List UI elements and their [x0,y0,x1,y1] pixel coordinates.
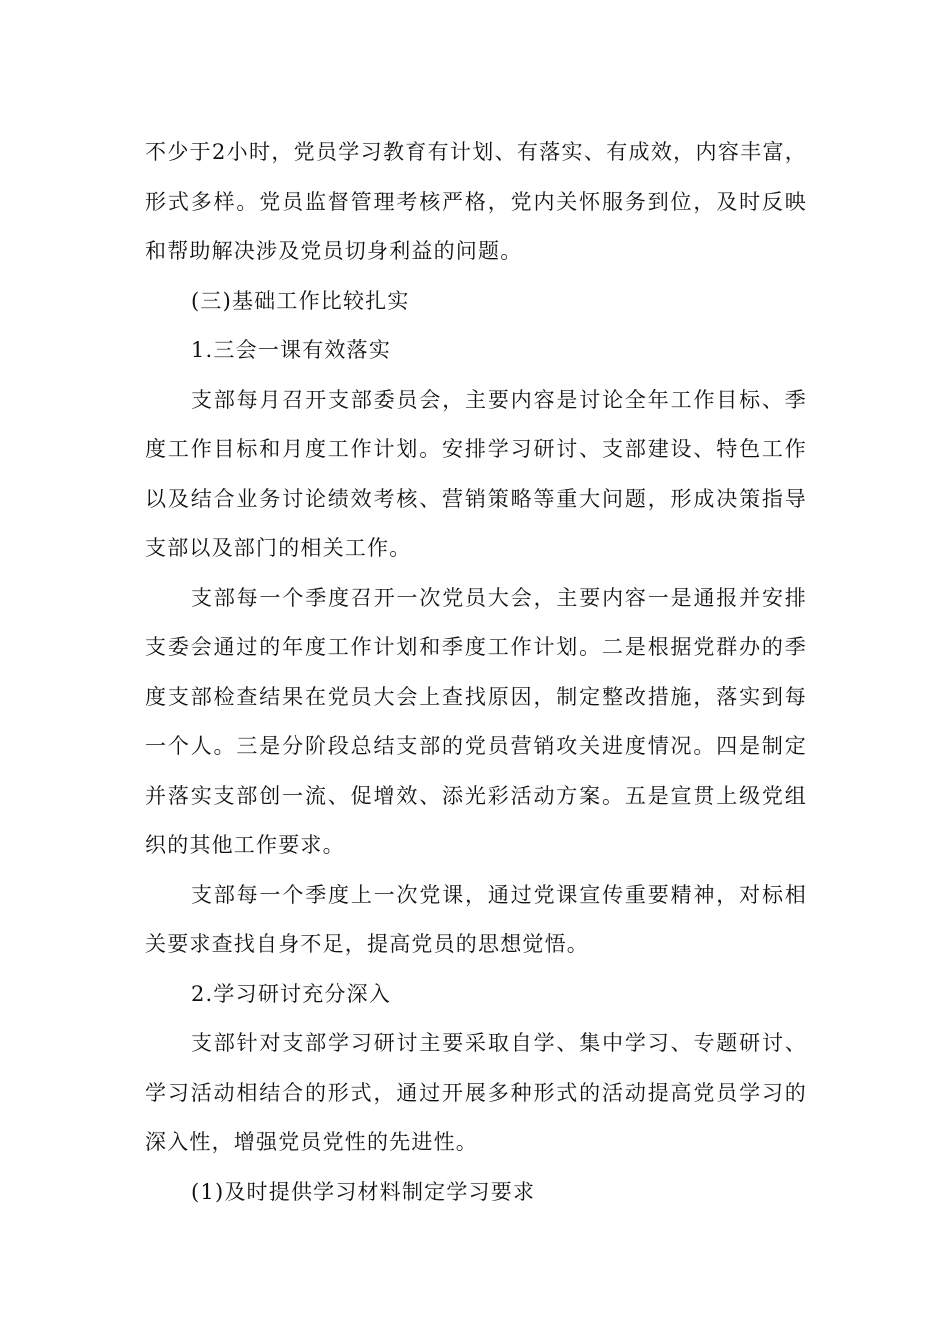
paragraph-party-lecture: 支部每一个季度上一次党课，通过党课宣传重要精神，对标相关要求查找自身不足，提高党员的思想觉悟。 [145,882,807,956]
paragraph-continued: 不少于2小时，党员学习教育有计划、有落实、有成效，内容丰富，形式多样。党员监督管理考核严格，党内关怀服务到位，及时反映和帮助解决涉及党员切身利益的问题。 [145,140,807,263]
paragraph-committee-meeting: 支部每月召开支部委员会，主要内容是讨论全年工作目标、季度工作目标和月度工作计划。安排学习研讨、支部建设、特色工作以及结合业务讨论绩效考核、营销策略等重大问题，形成决策指导支部以及部门的相关工作。 [145,387,807,560]
item-heading-1: (1)及时提供学习材料制定学习要求 [191,1179,536,1204]
paragraph-party-congress: 支部每一个季度召开一次党员大会，主要内容一是通报并安排支委会通过的年度工作计划和季度工作计划。二是根据党群办的季度支部检查结果在党员大会上查找原因，制定整改措施，落实到每一个人。三是分阶段总结支部的党员营销攻关进度情况。四是制定并落实支部创一流、促增效、添光彩活动方案。五是宣贯上级党组织的其他工作要求。 [145,585,807,857]
subsection-heading-1: 1.三会一课有效落实 [191,338,392,362]
document-body [145,128,807,1217]
section-heading-3: (三)基础工作比较扎实 [191,288,410,313]
paragraph-study-discussion: 支部针对支部学习研讨主要采取自学、集中学习、专题研讨、学习活动相结合的形式，通过开展多种形式的活动提高党员学习的深入性，增强党员党性的先进性。 [145,1031,807,1154]
subsection-heading-2: 2.学习研讨充分深入 [191,981,392,1006]
